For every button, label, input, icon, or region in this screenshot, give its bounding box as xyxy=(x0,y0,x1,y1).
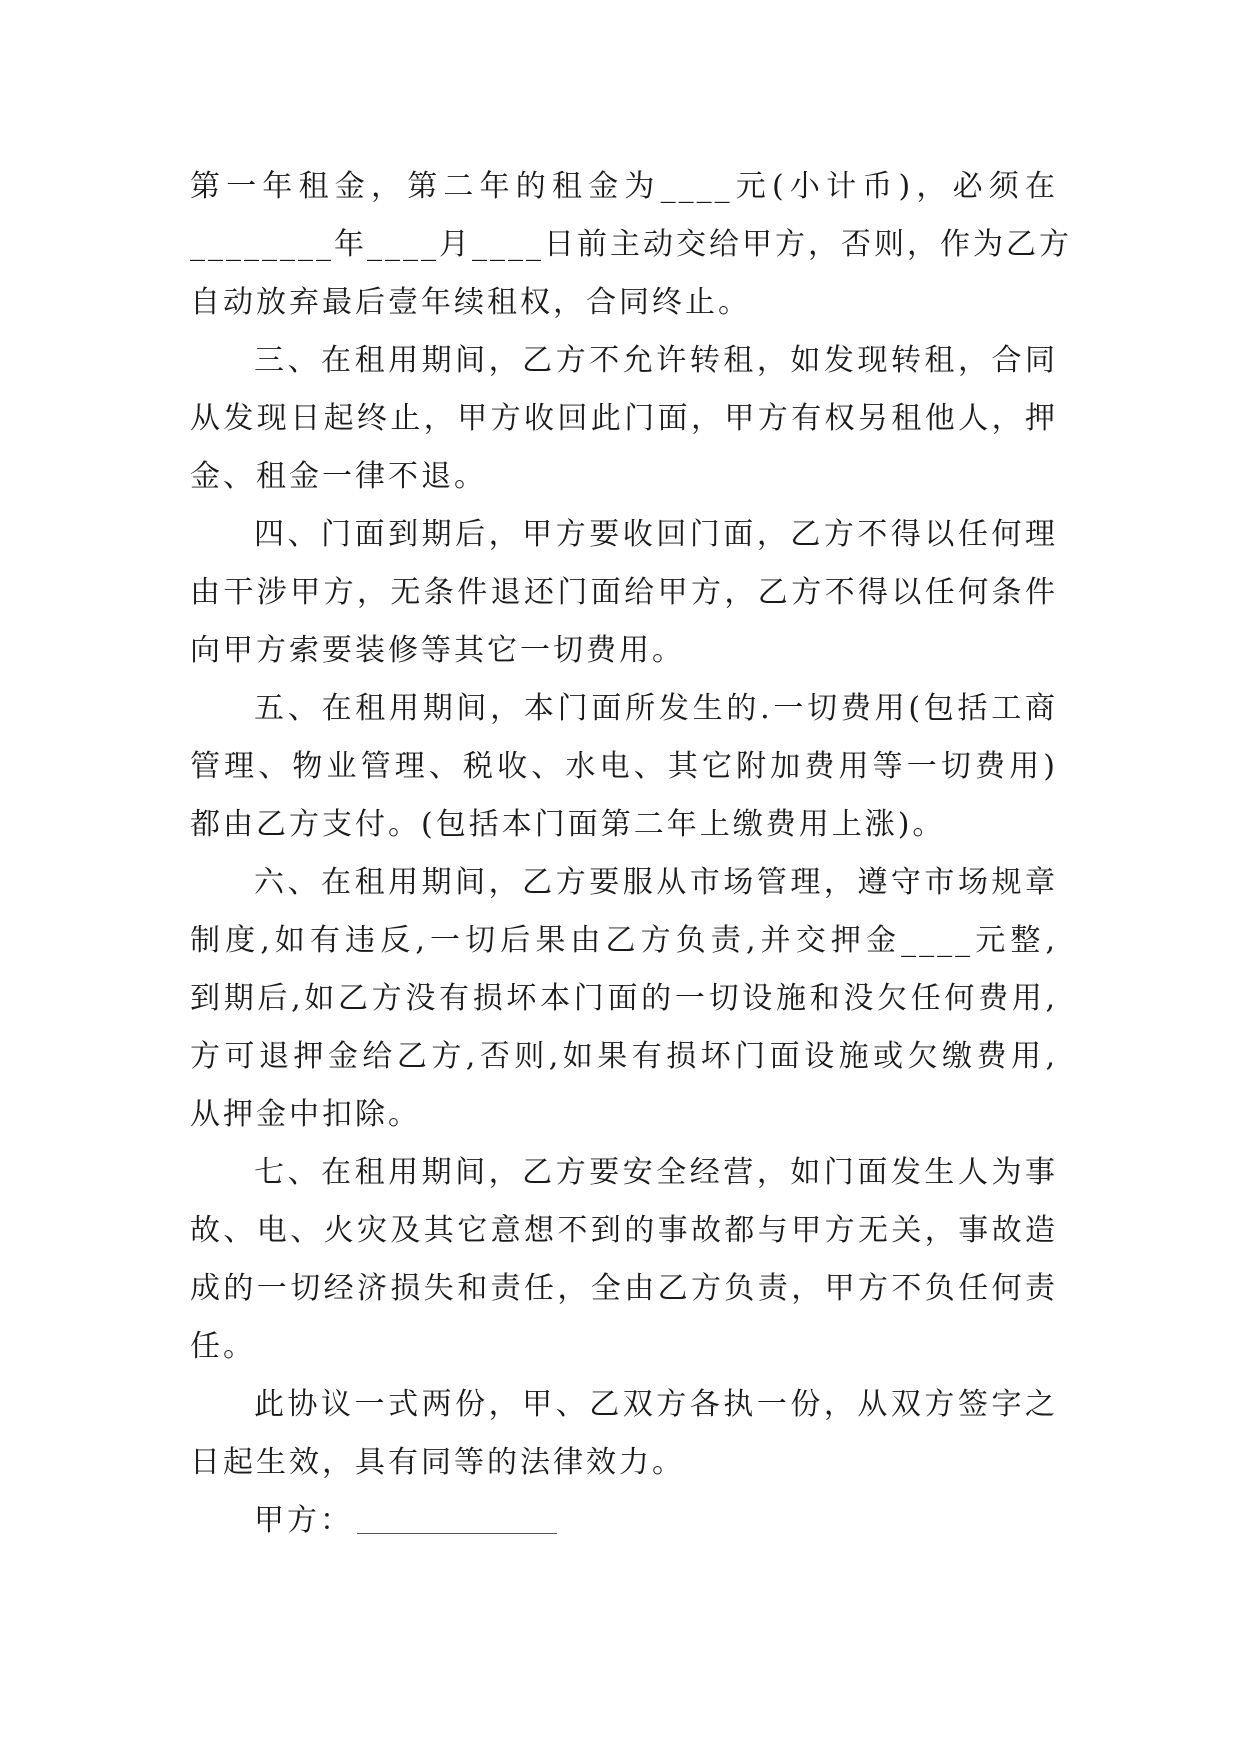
text-line: 此协议一式两份，甲、乙双方各执一份，从双方签字之 xyxy=(254,1387,1058,1422)
text-line: 六、在租用期间，乙方要服从市场管理，遵守市场规章 xyxy=(254,865,1058,900)
text-line: 管理、物业管理、税收、水电、其它附加费用等一切费用) xyxy=(190,749,1058,784)
paragraph-clause-4 xyxy=(190,506,1058,680)
text-line: 金、租金一律不退。 xyxy=(190,459,487,494)
paragraph-clause-6 xyxy=(190,854,1058,1144)
text-line: 从发现日起终止，甲方收回此门面，甲方有权另租他人，押 xyxy=(190,401,1058,436)
text-line: 自动放弃最后壹年续租权，合同终止。 xyxy=(190,285,751,320)
text-line: 三、在租用期间，乙方不允许转租，如发现转租，合同 xyxy=(254,343,1058,378)
text-line: 任。 xyxy=(190,1329,256,1364)
text-line: 从押金中扣除。 xyxy=(190,1097,421,1132)
paragraph-clause-5 xyxy=(190,680,1058,854)
text-line: 制度,如有违反,一切后果由乙方负责,并交押金____元整, xyxy=(190,923,1058,958)
text-line: 日起生效，具有同等的法律效力。 xyxy=(190,1445,685,1480)
party-a-signature xyxy=(190,1492,1058,1550)
paragraph-rent-payment xyxy=(190,158,1072,332)
paragraph-clause-7 xyxy=(190,1144,1058,1376)
text-line: 五、在租用期间，本门面所发生的.一切费用(包括工商 xyxy=(254,691,1058,726)
text-line: 七、在租用期间，乙方要安全经营，如门面发生人为事 xyxy=(254,1155,1058,1190)
text-line: 由干涉甲方，无条件退还门面给甲方，乙方不得以任何条件 xyxy=(190,575,1058,610)
signature-block xyxy=(190,1492,1058,1550)
text-line: 第一年租金，第二年的租金为____元(小计币)，必须在 xyxy=(190,169,1058,204)
document-page xyxy=(190,158,1072,1550)
paragraph-clause-3 xyxy=(190,332,1058,506)
text-line: 向甲方索要装修等其它一切费用。 xyxy=(190,633,685,668)
text-line: 都由乙方支付。(包括本门面第二年上缴费用上涨)。 xyxy=(190,807,946,842)
text-line: 方可退押金给乙方,否则,如果有损坏门面设施或欠缴费用, xyxy=(190,1039,1058,1074)
text-line: ________年____月____日前主动交给甲方，否则，作为乙方 xyxy=(190,227,1072,262)
text-line: 到期后,如乙方没有损坏本门面的一切设施和没欠任何费用, xyxy=(190,981,1058,1016)
text-line: 四、门面到期后，甲方要收回门面，乙方不得以任何理 xyxy=(254,517,1058,552)
party-a-label: 甲方： xyxy=(254,1503,353,1538)
signature-blank-line xyxy=(357,1503,557,1534)
text-line: 故、电、火灾及其它意想不到的事故都与甲方无关，事故造 xyxy=(190,1213,1058,1248)
text-line: 成的一切经济损失和责任，全由乙方负责，甲方不负任何责 xyxy=(190,1271,1058,1306)
paragraph-effect xyxy=(190,1376,1058,1492)
